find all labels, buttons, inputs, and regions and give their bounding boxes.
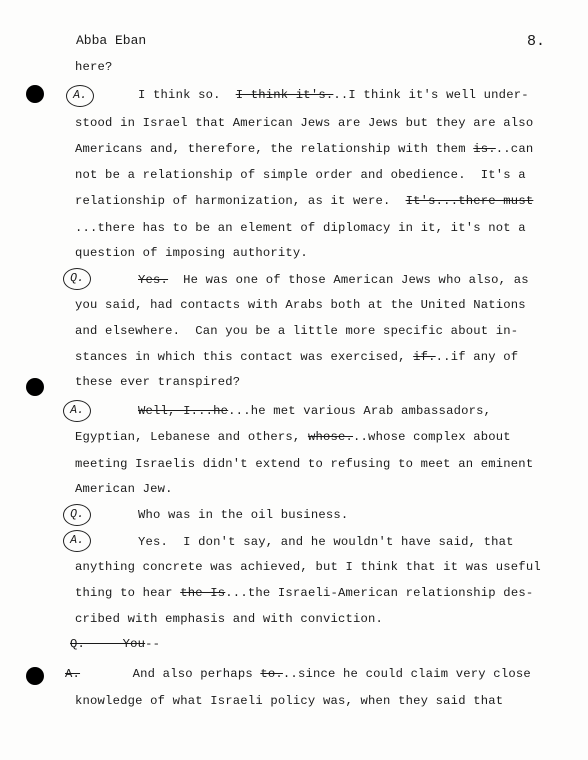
header-name: Abba Eban: [76, 33, 147, 48]
speaker-label-answer: A.: [63, 530, 91, 552]
text-line: these ever transpired?: [75, 375, 241, 389]
text-line: Who was in the oil business.: [138, 508, 349, 522]
text-line: American Jew.: [75, 482, 173, 496]
struck-text: Well, I...he: [138, 404, 229, 418]
text-line: ...there has to be an element of diplomacy in it, it's not a: [75, 221, 526, 235]
text-line: knowledge of what Israeli policy was, when they said that: [75, 694, 504, 708]
struck-text: the Is: [180, 586, 226, 600]
text-line: stood in Israel that American Jews are Jews but they are also: [75, 116, 534, 130]
text-line: and elsewhere. Can you be a little more specific about in-: [75, 324, 519, 338]
struck-text: I think it's.: [235, 88, 334, 102]
punch-hole-icon: [26, 85, 44, 103]
speaker-label-answer: A.: [63, 400, 91, 422]
text-line: Yes. He was one of those American Jews who also, as: [138, 273, 529, 287]
text-line: Americans and, therefore, the relationship with them is...can: [75, 142, 534, 156]
text-line: meeting Israelis didn't extend to refusing to meet an eminent: [75, 457, 534, 471]
struck-text: A.: [65, 667, 81, 681]
struck-text: whose.: [307, 430, 354, 444]
text-line: I think so. I think it's...I think it's well under-: [138, 88, 529, 102]
text-line: cribed with emphasis and with conviction.: [75, 612, 384, 626]
text-line: Egyptian, Lebanese and others, whose...whose complex about: [75, 430, 511, 444]
text-line: thing to hear the Is...the Israeli-American relationship des-: [75, 586, 534, 600]
text-line: you said, had contacts with Arabs both at the United Nations: [75, 298, 526, 312]
struck-text: Q. You: [70, 637, 146, 651]
text-line: Yes. I don't say, and he wouldn't have said, that: [138, 535, 514, 549]
struck-text: if.: [413, 350, 436, 364]
text-line: not be a relationship of simple order and obedience. It's a: [75, 168, 526, 182]
text-line: A. And also perhaps to...since he could claim very close: [65, 667, 531, 681]
struck-text: to.: [260, 667, 283, 681]
punch-hole-icon: [26, 667, 44, 685]
speaker-label-answer: A.: [66, 85, 94, 107]
struck-text: is.: [473, 142, 496, 156]
page-number: 8.: [527, 33, 546, 50]
text-line: stances in which this contact was exercised, if...if any of: [75, 350, 519, 364]
text-line: question of imposing authority.: [75, 246, 308, 260]
text-line: Q. You--: [70, 637, 161, 651]
text-line: relationship of harmonization, as it were. It's...there must: [75, 194, 534, 208]
text-line: here?: [75, 60, 113, 74]
struck-text: Yes.: [138, 273, 169, 287]
speaker-label-question: Q.: [63, 504, 91, 526]
text-line: Well, I...he...he met various Arab ambassadors,: [138, 404, 492, 418]
speaker-label-question: Q.: [63, 268, 91, 290]
text-line: anything concrete was achieved, but I think that it was useful: [75, 560, 541, 574]
punch-hole-icon: [26, 378, 44, 396]
struck-text: It's...there must: [405, 194, 534, 208]
